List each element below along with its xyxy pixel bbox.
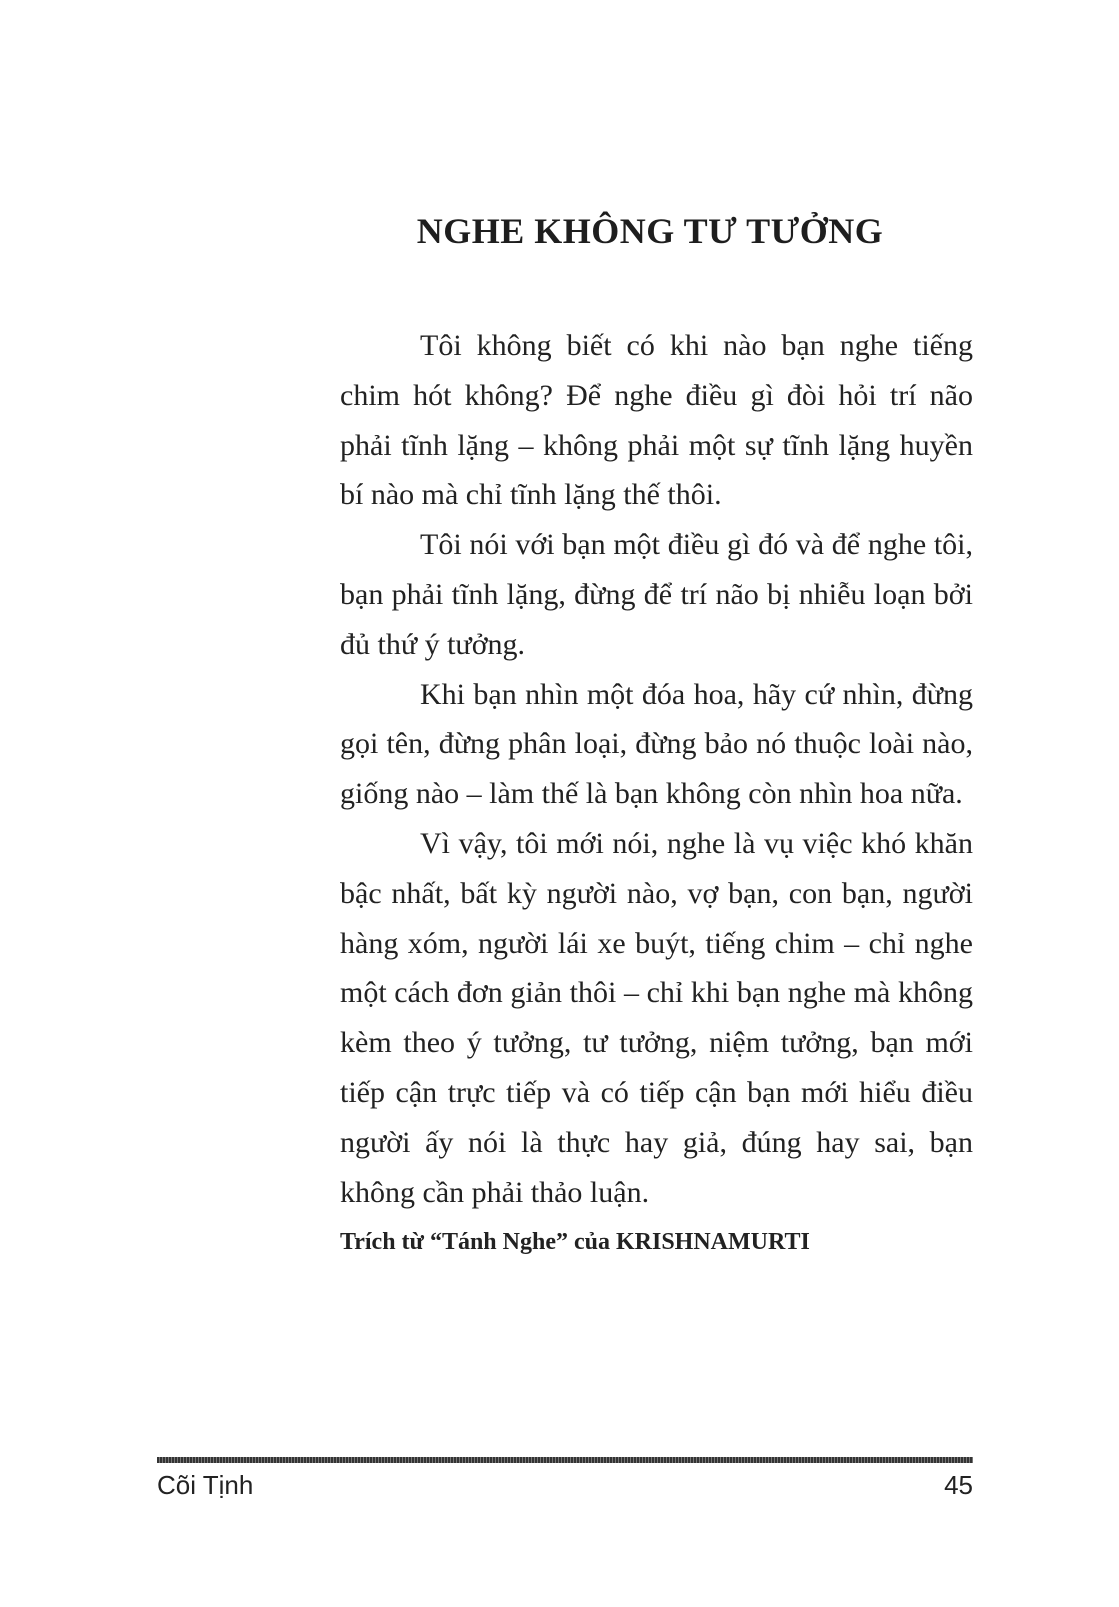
paragraph-1: Tôi không biết có khi nào bạn nghe tiếng chim hót không? Để nghe điều gì đòi hỏi trí não phải tĩnh lặng – không phải một sự tĩnh lặng huyền bí nào mà chỉ tĩnh lặng thế thôi. <box>340 329 973 512</box>
page-title: NGHE KHÔNG TƯ TƯỞNG <box>416 211 884 251</box>
paragraph-3: Khi bạn nhìn một đóa hoa, hãy cứ nhìn, đừng gọi tên, đừng phân loại, đừng bảo nó thuộc loài nào, giống nào – làm thế là bạn không còn nhìn hoa nữa. <box>340 677 973 811</box>
footer-divider <box>157 1457 973 1463</box>
paragraph-4: Vì vậy, tôi mới nói, nghe là vụ việc khó khăn bậc nhất, bất kỳ người nào, vợ bạn, con bạn, người hàng xóm, người lái xe buýt, tiếng chim – chỉ nghe một cách đơn giản thôi – chỉ khi bạn nghe mà không kèm theo ý tưởng, tư tưởng, niệm tưởng, bạn mới tiếp cận trực tiếp và có tiếp cận bạn mới hiểu điều người ấy nói là thực hay giả, đúng hay sai, bạn không cần phải thảo luận. <box>340 826 973 1209</box>
attribution: Trích từ “Tánh Nghe” của KRISHNAMURTI <box>340 1229 810 1256</box>
footer-page-number: 45 <box>944 1470 973 1500</box>
body-text <box>340 321 973 1267</box>
footer-book-title: Cõi Tịnh <box>157 1470 254 1500</box>
paragraph-2: Tôi nói với bạn một điều gì đó và để nghe tôi, bạn phải tĩnh lặng, đừng để trí não bị nhiễu loạn bởi đủ thứ ý tưởng. <box>340 528 973 661</box>
